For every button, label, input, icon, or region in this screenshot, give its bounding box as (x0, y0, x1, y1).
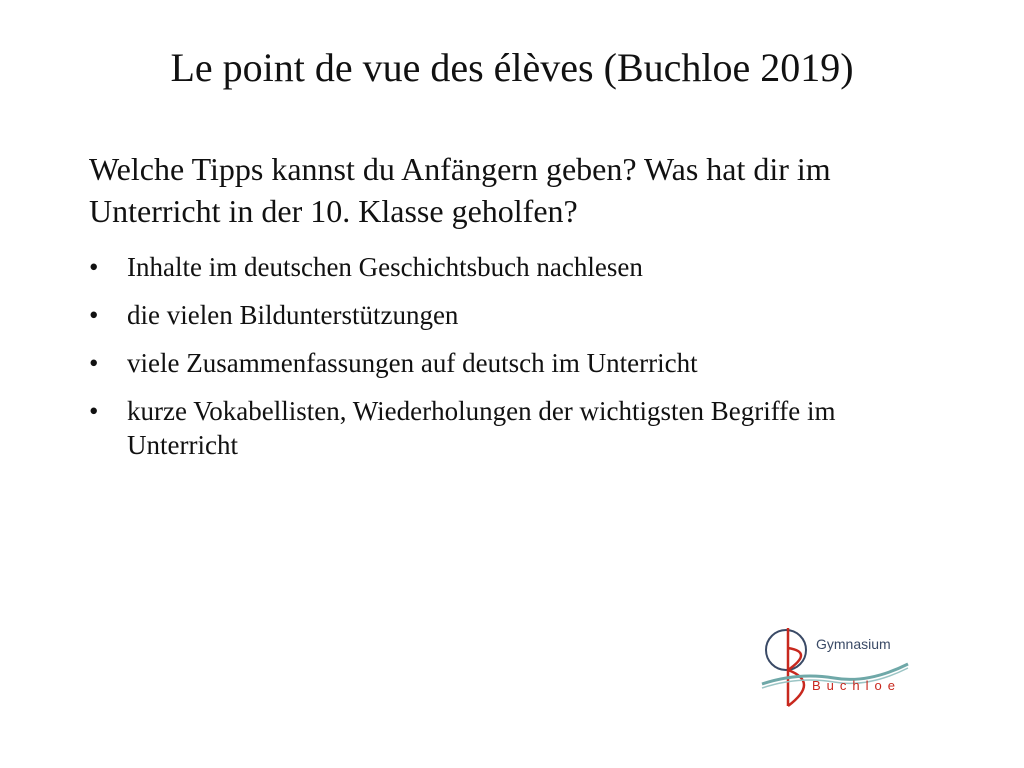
bullet-item (89, 346, 919, 380)
bullet-marker: • (89, 396, 99, 426)
bullet-marker: • (89, 300, 99, 330)
bullet-text: Inhalte im deutschen Geschichtsbuch nachlesen (127, 252, 643, 282)
bullet-item (89, 298, 919, 332)
question-text: Welche Tipps kannst du Anfängern geben? Was hat dir im Unterricht in der 10. Klasse geholfen? (89, 151, 831, 229)
school-logo (758, 620, 918, 714)
bullet-marker: • (89, 252, 99, 282)
bullet-text: kurze Vokabellisten, Wiederholungen der wichtigsten Begriffe im Unterricht (127, 396, 836, 460)
bullet-list (89, 250, 919, 476)
logo-gymnasium-text: Gymnasium (816, 636, 891, 652)
slide-title: Le point de vue des élèves (Buchloe 2019) (170, 45, 854, 90)
logo-emblem-icon (758, 620, 918, 714)
bullet-text: die vielen Bildunterstützungen (127, 300, 459, 330)
logo-circle (766, 630, 806, 670)
logo-buchloe-text: Buchloe (812, 678, 901, 693)
bullet-text: viele Zusammenfassungen auf deutsch im Unterricht (127, 348, 698, 378)
bullet-marker: • (89, 348, 99, 378)
bullet-item (89, 394, 919, 462)
bullet-item (89, 250, 919, 284)
